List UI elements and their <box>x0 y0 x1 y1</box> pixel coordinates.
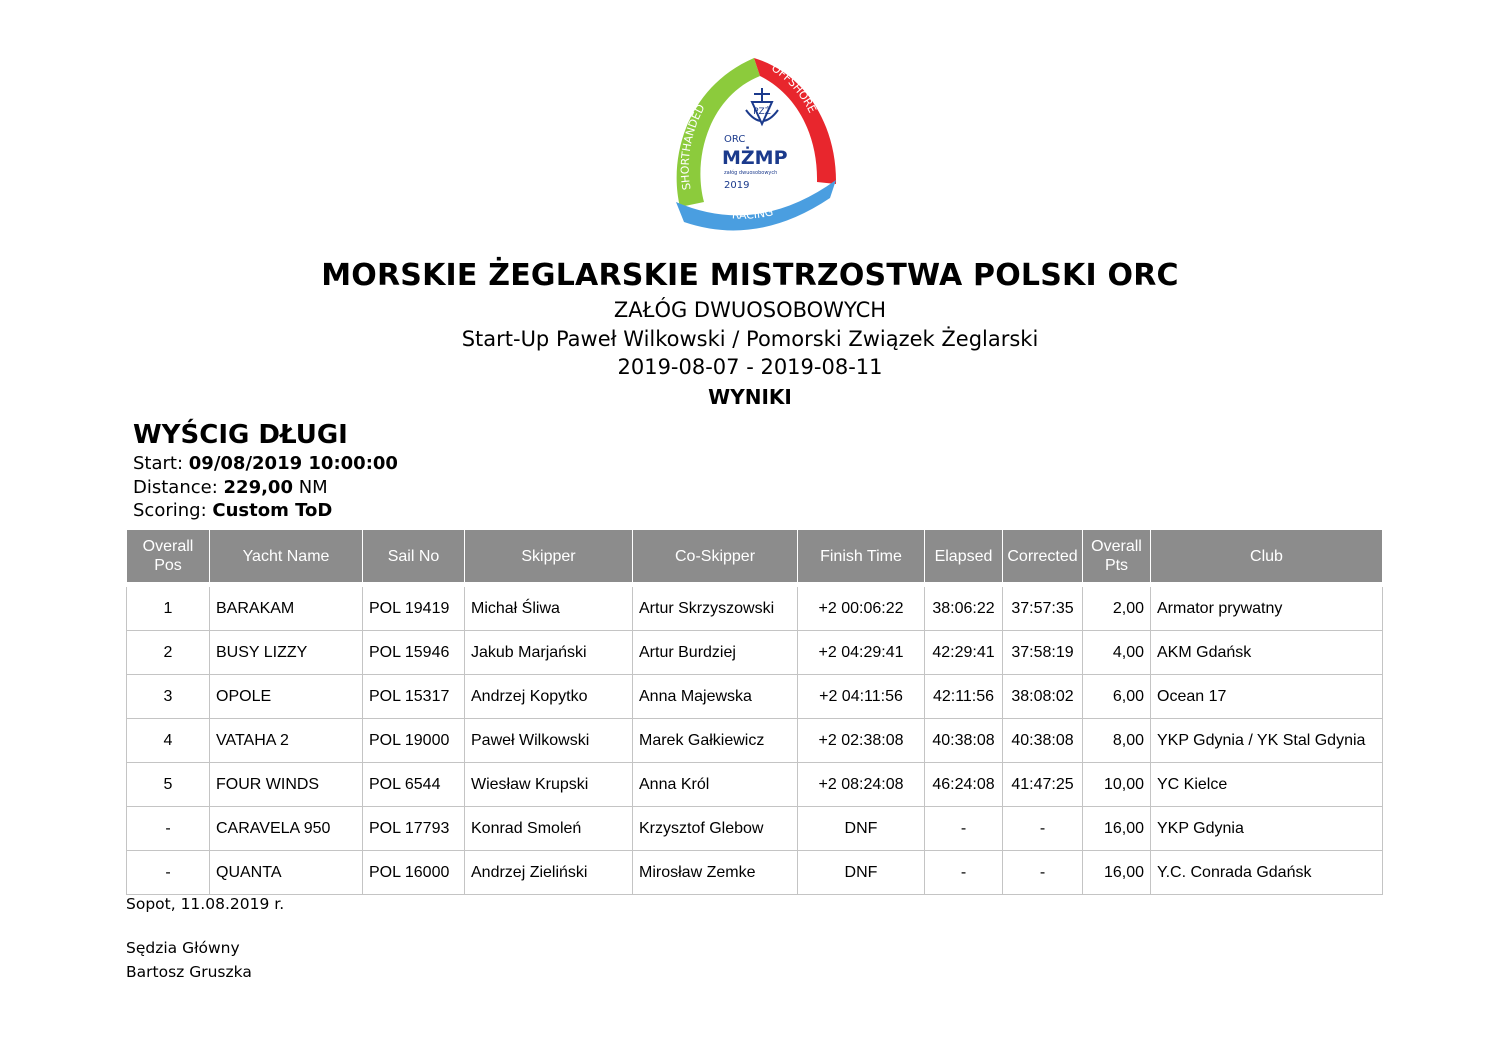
cell-finish-time: +2 04:29:41 <box>798 631 925 675</box>
cell-elapsed: 42:29:41 <box>925 631 1003 675</box>
cell-overall-pos: 4 <box>127 719 210 763</box>
cell-skipper: Andrzej Kopytko <box>465 675 633 719</box>
cell-overall-pts: 10,00 <box>1083 763 1151 807</box>
cell-sail-no: POL 19000 <box>363 719 465 763</box>
svg-text:PZŻ: PZŻ <box>753 107 771 117</box>
scoring-value: Custom ToD <box>212 500 333 521</box>
cell-overall-pts: 16,00 <box>1083 807 1151 851</box>
cell-elapsed: 42:11:56 <box>925 675 1003 719</box>
cell-elapsed: - <box>925 851 1003 895</box>
event-title: MORSKIE ŻEGLARSKIE MISTRZOSTWA POLSKI ORC <box>321 258 1179 293</box>
event-dates: 2019-08-07 - 2019-08-11 <box>617 355 883 379</box>
cell-club: Armator prywatny <box>1151 585 1383 631</box>
place-date: Sopot, 11.08.2019 r. <box>126 895 285 913</box>
cell-overall-pos: 2 <box>127 631 210 675</box>
cell-skipper: Michał Śliwa <box>465 585 633 631</box>
table-row <box>127 719 1383 763</box>
cell-overall-pos: 1 <box>127 585 210 631</box>
cell-finish-time: DNF <box>798 851 925 895</box>
cell-sail-no: POL 15317 <box>363 675 465 719</box>
results-label: WYNIKI <box>708 385 792 409</box>
table-row <box>127 807 1383 851</box>
cell-co-skipper: Mirosław Zemke <box>633 851 798 895</box>
cell-overall-pts: 16,00 <box>1083 851 1151 895</box>
cell-finish-time: +2 02:38:08 <box>798 719 925 763</box>
cell-corrected: 37:58:19 <box>1003 631 1083 675</box>
cell-overall-pts: 4,00 <box>1083 631 1151 675</box>
cell-skipper: Wiesław Krupski <box>465 763 633 807</box>
start-value: 09/08/2019 10:00:00 <box>188 453 398 474</box>
cell-sail-no: POL 6544 <box>363 763 465 807</box>
cell-corrected: 40:38:08 <box>1003 719 1083 763</box>
cell-overall-pts: 8,00 <box>1083 719 1151 763</box>
cell-co-skipper: Anna Król <box>633 763 798 807</box>
svg-text:SHORTHANDED: SHORTHANDED <box>678 102 708 191</box>
cell-skipper: Paweł Wilkowski <box>465 719 633 763</box>
event-organizer: Start-Up Paweł Wilkowski / Pomorski Związek Żeglarski <box>461 327 1039 351</box>
svg-text:ORC: ORC <box>724 134 746 145</box>
distance-label: Distance: <box>133 477 218 498</box>
cell-skipper: Konrad Smoleń <box>465 807 633 851</box>
cell-co-skipper: Marek Gałkiewicz <box>633 719 798 763</box>
cell-finish-time: +2 08:24:08 <box>798 763 925 807</box>
cell-yacht-name: QUANTA <box>210 851 363 895</box>
cell-co-skipper: Anna Majewska <box>633 675 798 719</box>
cell-co-skipper: Artur Skrzyszowski <box>633 585 798 631</box>
table-row <box>127 675 1383 719</box>
cell-overall-pos: - <box>127 851 210 895</box>
table-header-row <box>127 530 1383 585</box>
cell-sail-no: POL 17793 <box>363 807 465 851</box>
col-header-skipper: Skipper <box>465 530 633 585</box>
col-header-overall-pos: Overall Pos <box>127 530 210 585</box>
event-logo <box>662 52 842 232</box>
cell-yacht-name: FOUR WINDS <box>210 763 363 807</box>
cell-club: YKP Gdynia <box>1151 807 1383 851</box>
cell-overall-pts: 2,00 <box>1083 585 1151 631</box>
svg-text:załóg dwuosobowych: załóg dwuosobowych <box>724 170 778 176</box>
cell-overall-pos: 3 <box>127 675 210 719</box>
cell-corrected: 37:57:35 <box>1003 585 1083 631</box>
cell-elapsed: 38:06:22 <box>925 585 1003 631</box>
cell-club: Ocean 17 <box>1151 675 1383 719</box>
cell-finish-time: +2 00:06:22 <box>798 585 925 631</box>
cell-elapsed: - <box>925 807 1003 851</box>
cell-club: YC Kielce <box>1151 763 1383 807</box>
cell-elapsed: 40:38:08 <box>925 719 1003 763</box>
cell-club: Y.C. Conrada Gdańsk <box>1151 851 1383 895</box>
cell-co-skipper: Krzysztof Glebow <box>633 807 798 851</box>
distance-value: 229,00 <box>223 477 293 498</box>
cell-overall-pos: 5 <box>127 763 210 807</box>
cell-yacht-name: OPOLE <box>210 675 363 719</box>
race-name: WYŚCIG DŁUGI <box>133 420 348 450</box>
cell-yacht-name: VATAHA 2 <box>210 719 363 763</box>
cell-finish-time: +2 04:11:56 <box>798 675 925 719</box>
race-scoring <box>133 500 332 521</box>
start-label: Start: <box>133 453 184 474</box>
cell-overall-pos: - <box>127 807 210 851</box>
col-header-yacht-name: Yacht Name <box>210 530 363 585</box>
svg-text:RACING: RACING <box>731 205 775 222</box>
svg-text:2019: 2019 <box>724 180 750 191</box>
cell-finish-time: DNF <box>798 807 925 851</box>
cell-yacht-name: BUSY LIZZY <box>210 631 363 675</box>
svg-text:MŻMP: MŻMP <box>722 147 788 169</box>
cell-skipper: Andrzej Zieliński <box>465 851 633 895</box>
race-start <box>133 453 398 474</box>
cell-corrected: - <box>1003 851 1083 895</box>
cell-corrected: 41:47:25 <box>1003 763 1083 807</box>
svg-text:OFFSHORE: OFFSHORE <box>769 61 819 116</box>
col-header-corrected: Corrected <box>1003 530 1083 585</box>
cell-skipper: Jakub Marjański <box>465 631 633 675</box>
cell-club: YKP Gdynia / YK Stal Gdynia <box>1151 719 1383 763</box>
scoring-label: Scoring: <box>133 500 207 521</box>
table-row <box>127 851 1383 895</box>
cell-corrected: 38:08:02 <box>1003 675 1083 719</box>
cell-overall-pts: 6,00 <box>1083 675 1151 719</box>
distance-unit: NM <box>298 477 328 498</box>
cell-yacht-name: BARAKAM <box>210 585 363 631</box>
table-row <box>127 763 1383 807</box>
race-distance <box>133 477 328 498</box>
cell-elapsed: 46:24:08 <box>925 763 1003 807</box>
col-header-finish-time: Finish Time <box>798 530 925 585</box>
judge-role: Sędzia Główny <box>126 939 240 957</box>
cell-club: AKM Gdańsk <box>1151 631 1383 675</box>
cell-sail-no: POL 16000 <box>363 851 465 895</box>
cell-co-skipper: Artur Burdziej <box>633 631 798 675</box>
cell-yacht-name: CARAVELA 950 <box>210 807 363 851</box>
col-header-club: Club <box>1151 530 1383 585</box>
cell-sail-no: POL 15946 <box>363 631 465 675</box>
table-row <box>127 585 1383 631</box>
table-row <box>127 631 1383 675</box>
results-table <box>126 529 1383 895</box>
col-header-sail-no: Sail No <box>363 530 465 585</box>
col-header-elapsed: Elapsed <box>925 530 1003 585</box>
cell-corrected: - <box>1003 807 1083 851</box>
judge-name: Bartosz Gruszka <box>126 963 252 981</box>
col-header-co-skipper: Co-Skipper <box>633 530 798 585</box>
cell-sail-no: POL 19419 <box>363 585 465 631</box>
results-body <box>127 585 1383 895</box>
event-subtitle: ZAŁÓG DWUOSOBOWYCH <box>613 298 887 322</box>
col-header-overall-pts: Overall Pts <box>1083 530 1151 585</box>
